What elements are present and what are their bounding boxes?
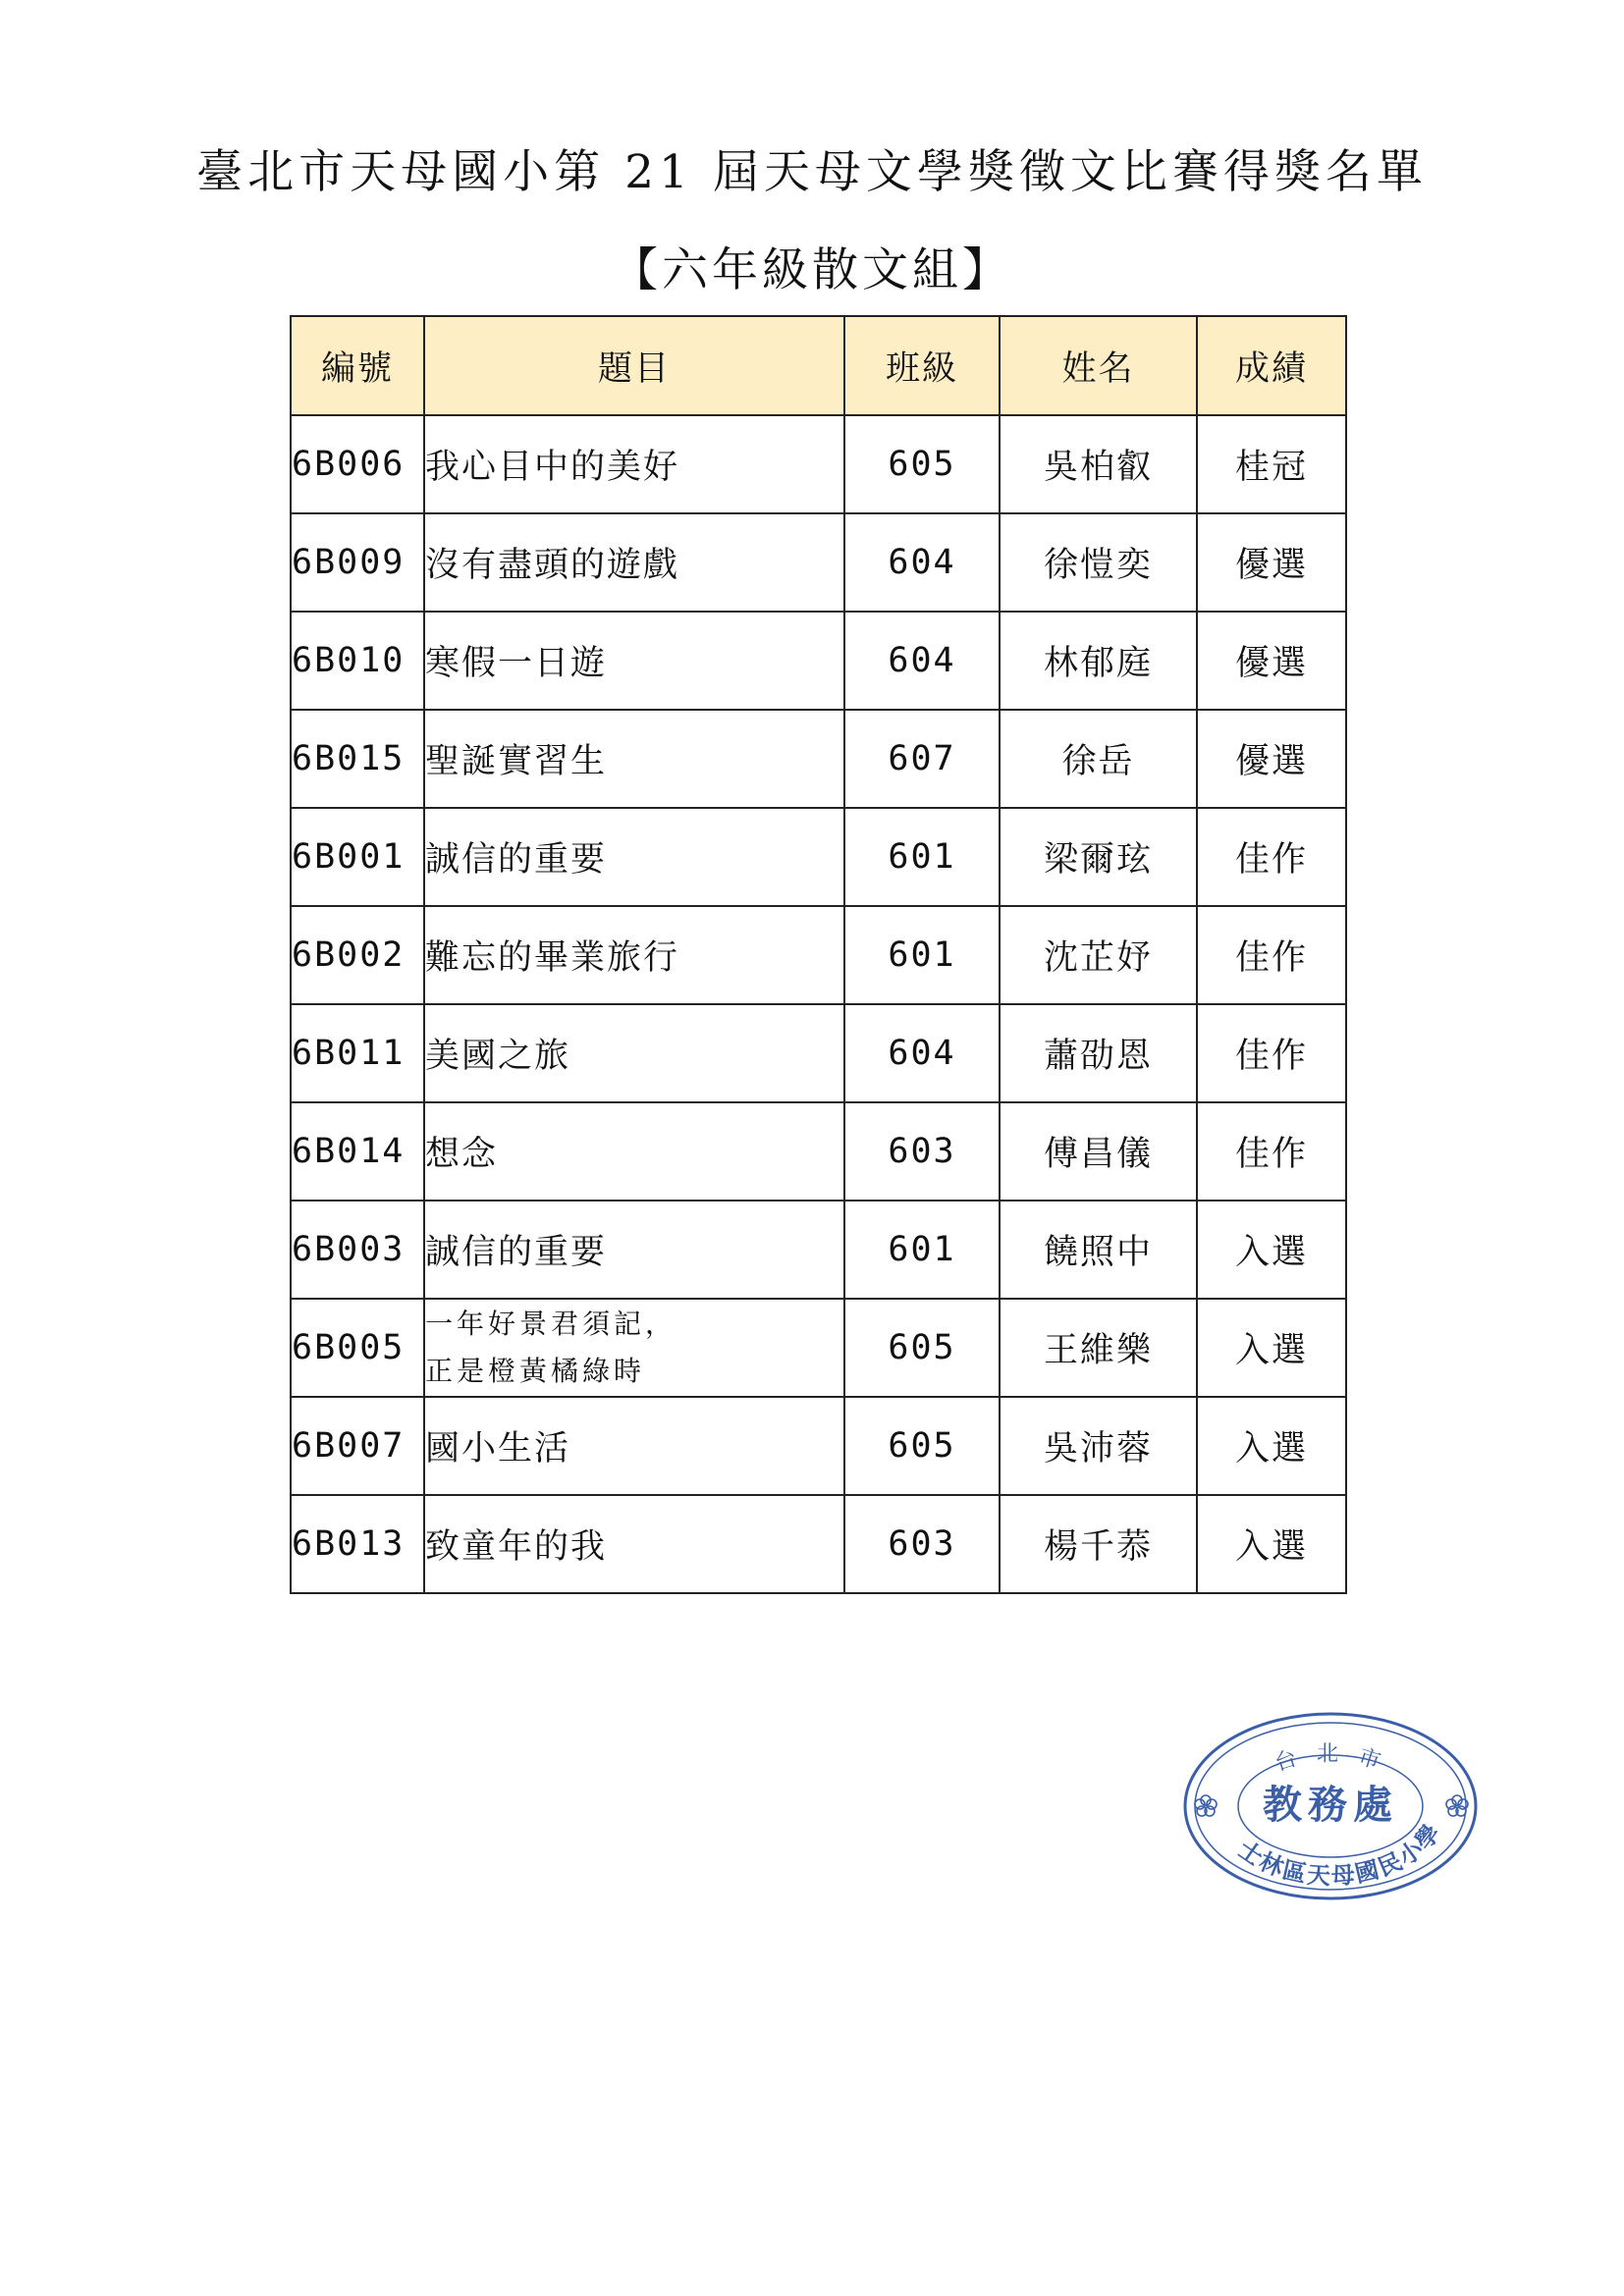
cell-class: 601 [844, 808, 1000, 906]
title-line: 誠信的重要 [425, 1233, 608, 1272]
title-line: 沒有盡頭的遊戲 [425, 546, 680, 585]
cell-result: 優選 [1197, 612, 1346, 710]
header-result: 成績 [1197, 316, 1346, 415]
cell-id: 6B005 [291, 1299, 424, 1397]
table-row [291, 1397, 1346, 1495]
seal-center-text: 教務處 [1263, 1782, 1398, 1828]
school-seal [1178, 1708, 1483, 1904]
page-title: 臺北市天母國小第 21 屆天母文學獎徵文比賽得獎名單 [196, 145, 1428, 199]
cell-name: 吳柏叡 [1000, 415, 1197, 513]
cell-id: 6B010 [291, 612, 424, 710]
table-header-row [291, 316, 1346, 415]
title-line: 聖誕實習生 [425, 742, 608, 781]
cell-title [424, 415, 844, 513]
cell-result: 入選 [1197, 1495, 1346, 1593]
cell-result: 佳作 [1197, 1102, 1346, 1201]
cell-result: 佳作 [1197, 808, 1346, 906]
cell-id: 6B002 [291, 906, 424, 1004]
cell-result: 入選 [1197, 1299, 1346, 1397]
cell-id: 6B001 [291, 808, 424, 906]
cell-class: 604 [844, 513, 1000, 612]
cell-class: 605 [844, 415, 1000, 513]
cell-id: 6B014 [291, 1102, 424, 1201]
plum-blossom-icon [1195, 1795, 1217, 1816]
cell-result: 入選 [1197, 1201, 1346, 1299]
header-title: 題目 [424, 316, 844, 415]
cell-class: 607 [844, 710, 1000, 808]
cell-class: 603 [844, 1102, 1000, 1201]
table-row [291, 612, 1346, 710]
cell-name: 楊千菾 [1000, 1495, 1197, 1593]
cell-id: 6B006 [291, 415, 424, 513]
cell-id: 6B003 [291, 1201, 424, 1299]
cell-result: 佳作 [1197, 906, 1346, 1004]
title-line: 致童年的我 [425, 1527, 608, 1567]
header-name: 姓名 [1000, 316, 1197, 415]
header-class: 班級 [844, 316, 1000, 415]
cell-id: 6B013 [291, 1495, 424, 1593]
cell-class: 605 [844, 1397, 1000, 1495]
table-row [291, 1201, 1346, 1299]
table-body [291, 415, 1346, 1593]
title-line: 想念 [425, 1135, 499, 1174]
table-row [291, 1299, 1346, 1397]
page-subtitle: 【六年級散文組】 [612, 243, 1012, 297]
title-line: 難忘的畢業旅行 [425, 938, 680, 978]
title-line: 我心目中的美好 [425, 448, 680, 487]
cell-id: 6B009 [291, 513, 424, 612]
cell-title [424, 1299, 844, 1397]
cell-name: 林郁庭 [1000, 612, 1197, 710]
seal-bottom-text: 士林區天母國民小學 [1232, 1817, 1447, 1891]
cell-title [424, 1397, 844, 1495]
cell-title [424, 808, 844, 906]
cell-result: 桂冠 [1197, 415, 1346, 513]
cell-name: 饒照中 [1000, 1201, 1197, 1299]
cell-result: 入選 [1197, 1397, 1346, 1495]
cell-name: 吳沛蓉 [1000, 1397, 1197, 1495]
awards-table [290, 315, 1347, 1594]
cell-class: 604 [844, 1004, 1000, 1102]
table-row [291, 1004, 1346, 1102]
title-line: 寒假一日遊 [425, 644, 608, 683]
cell-title [424, 906, 844, 1004]
table-row [291, 1495, 1346, 1593]
title-line: 美國之旅 [425, 1037, 571, 1076]
cell-id: 6B011 [291, 1004, 424, 1102]
seal-top-text: 台 北 市 [1272, 1741, 1389, 1777]
cell-name: 徐愷奕 [1000, 513, 1197, 612]
cell-title [424, 1201, 844, 1299]
cell-class: 604 [844, 612, 1000, 710]
header-id: 編號 [291, 316, 424, 415]
title-line: 誠信的重要 [425, 840, 608, 880]
cell-id: 6B015 [291, 710, 424, 808]
cell-title [424, 1495, 844, 1593]
cell-class: 603 [844, 1495, 1000, 1593]
cell-result: 佳作 [1197, 1004, 1346, 1102]
cell-title [424, 1102, 844, 1201]
cell-name: 徐岳 [1000, 710, 1197, 808]
cell-title [424, 513, 844, 612]
table-row [291, 808, 1346, 906]
cell-title [424, 1004, 844, 1102]
title-line: 國小生活 [425, 1429, 571, 1468]
cell-result: 優選 [1197, 710, 1346, 808]
cell-title [424, 612, 844, 710]
table-row [291, 415, 1346, 513]
cell-name: 沈芷妤 [1000, 906, 1197, 1004]
cell-title [424, 710, 844, 808]
cell-id: 6B007 [291, 1397, 424, 1495]
table-row [291, 513, 1346, 612]
cell-result: 優選 [1197, 513, 1346, 612]
cell-name: 蕭劭恩 [1000, 1004, 1197, 1102]
table-row [291, 710, 1346, 808]
title-line: 一年好景君須記， [425, 1308, 677, 1340]
title-line: 正是橙黃橘綠時 [425, 1355, 646, 1387]
table-row [291, 906, 1346, 1004]
cell-class: 605 [844, 1299, 1000, 1397]
table-row [291, 1102, 1346, 1201]
cell-name: 梁爾玹 [1000, 808, 1197, 906]
cell-name: 傅昌儀 [1000, 1102, 1197, 1201]
cell-class: 601 [844, 1201, 1000, 1299]
cell-name: 王維樂 [1000, 1299, 1197, 1397]
cell-class: 601 [844, 906, 1000, 1004]
